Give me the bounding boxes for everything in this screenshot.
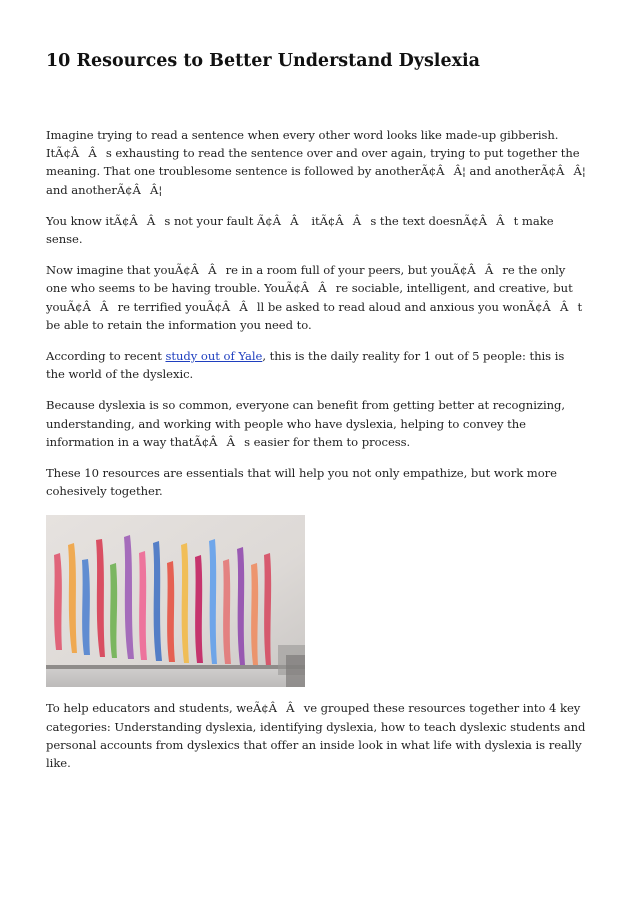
- paragraph-fault: You know itÃ¢ÂÂs not your fault Ã¢ÂÂ itÃ¢ÂÂs the text doesnÃ¢ÂÂt make sense.: [46, 213, 554, 247]
- paragraph-common: Because dyslexia is so common, everyone can benefit from getting better at recognizing, understanding, and working with people who have dyslexia, helping to convey the information in a way thatÃ¢ÂÂs easier for them to process.: [46, 398, 566, 449]
- paragraph-intro: Imagine trying to read a sentence when every other word looks like made-up gibberish. ItÃ¢ÂÂs exhausting to read the sentence over and over again, trying to put together the meaning. That one troublesome sentence is followed by anotherÃ¢ÂÂ¦ and anotherÃ¢ÂÂ¦ and anotherÃ¢ÂÂ¦: [46, 128, 586, 197]
- painted-wall-image: [46, 515, 305, 687]
- article-body: [46, 126, 586, 785]
- paragraph-peers: Now imagine that youÃ¢ÂÂre in a room full of your peers, but youÃ¢ÂÂre the only one who seems to be having trouble. YouÃ¢ÂÂre sociable, intelligent, and creative, but youÃ¢ÂÂre terrified youÃ¢ÂÂll be asked to read aloud and anxious you wonÃ¢ÂÂt be able to retain the information you need to.: [46, 263, 583, 332]
- paragraph-categories: To help educators and students, weÃ¢ÂÂve grouped these resources together into 4 key categories: Understanding dyslexia, identifying dyslexia, how to teach dyslexic students and personal accounts from dyslexics that offer an inside look in what life with dyslexia is really like.: [46, 701, 586, 771]
- yale-study-link[interactable]: study out of Yale: [165, 349, 263, 364]
- paragraph-resources: These 10 resources are essentials that will help you not only empathize, but work more cohesively together.: [46, 466, 557, 499]
- painted-wall-photo: [46, 515, 305, 687]
- paragraph-yale-text-after: , this is the daily reality for 1 out of 5 people: this is the world of the dyslexic.: [46, 349, 565, 382]
- page-title: 10 Resources to Better Understand Dyslexia: [46, 51, 481, 71]
- paragraph-yale: [46, 347, 586, 383]
- paragraph-yale-text-before: According to recent: [46, 349, 166, 364]
